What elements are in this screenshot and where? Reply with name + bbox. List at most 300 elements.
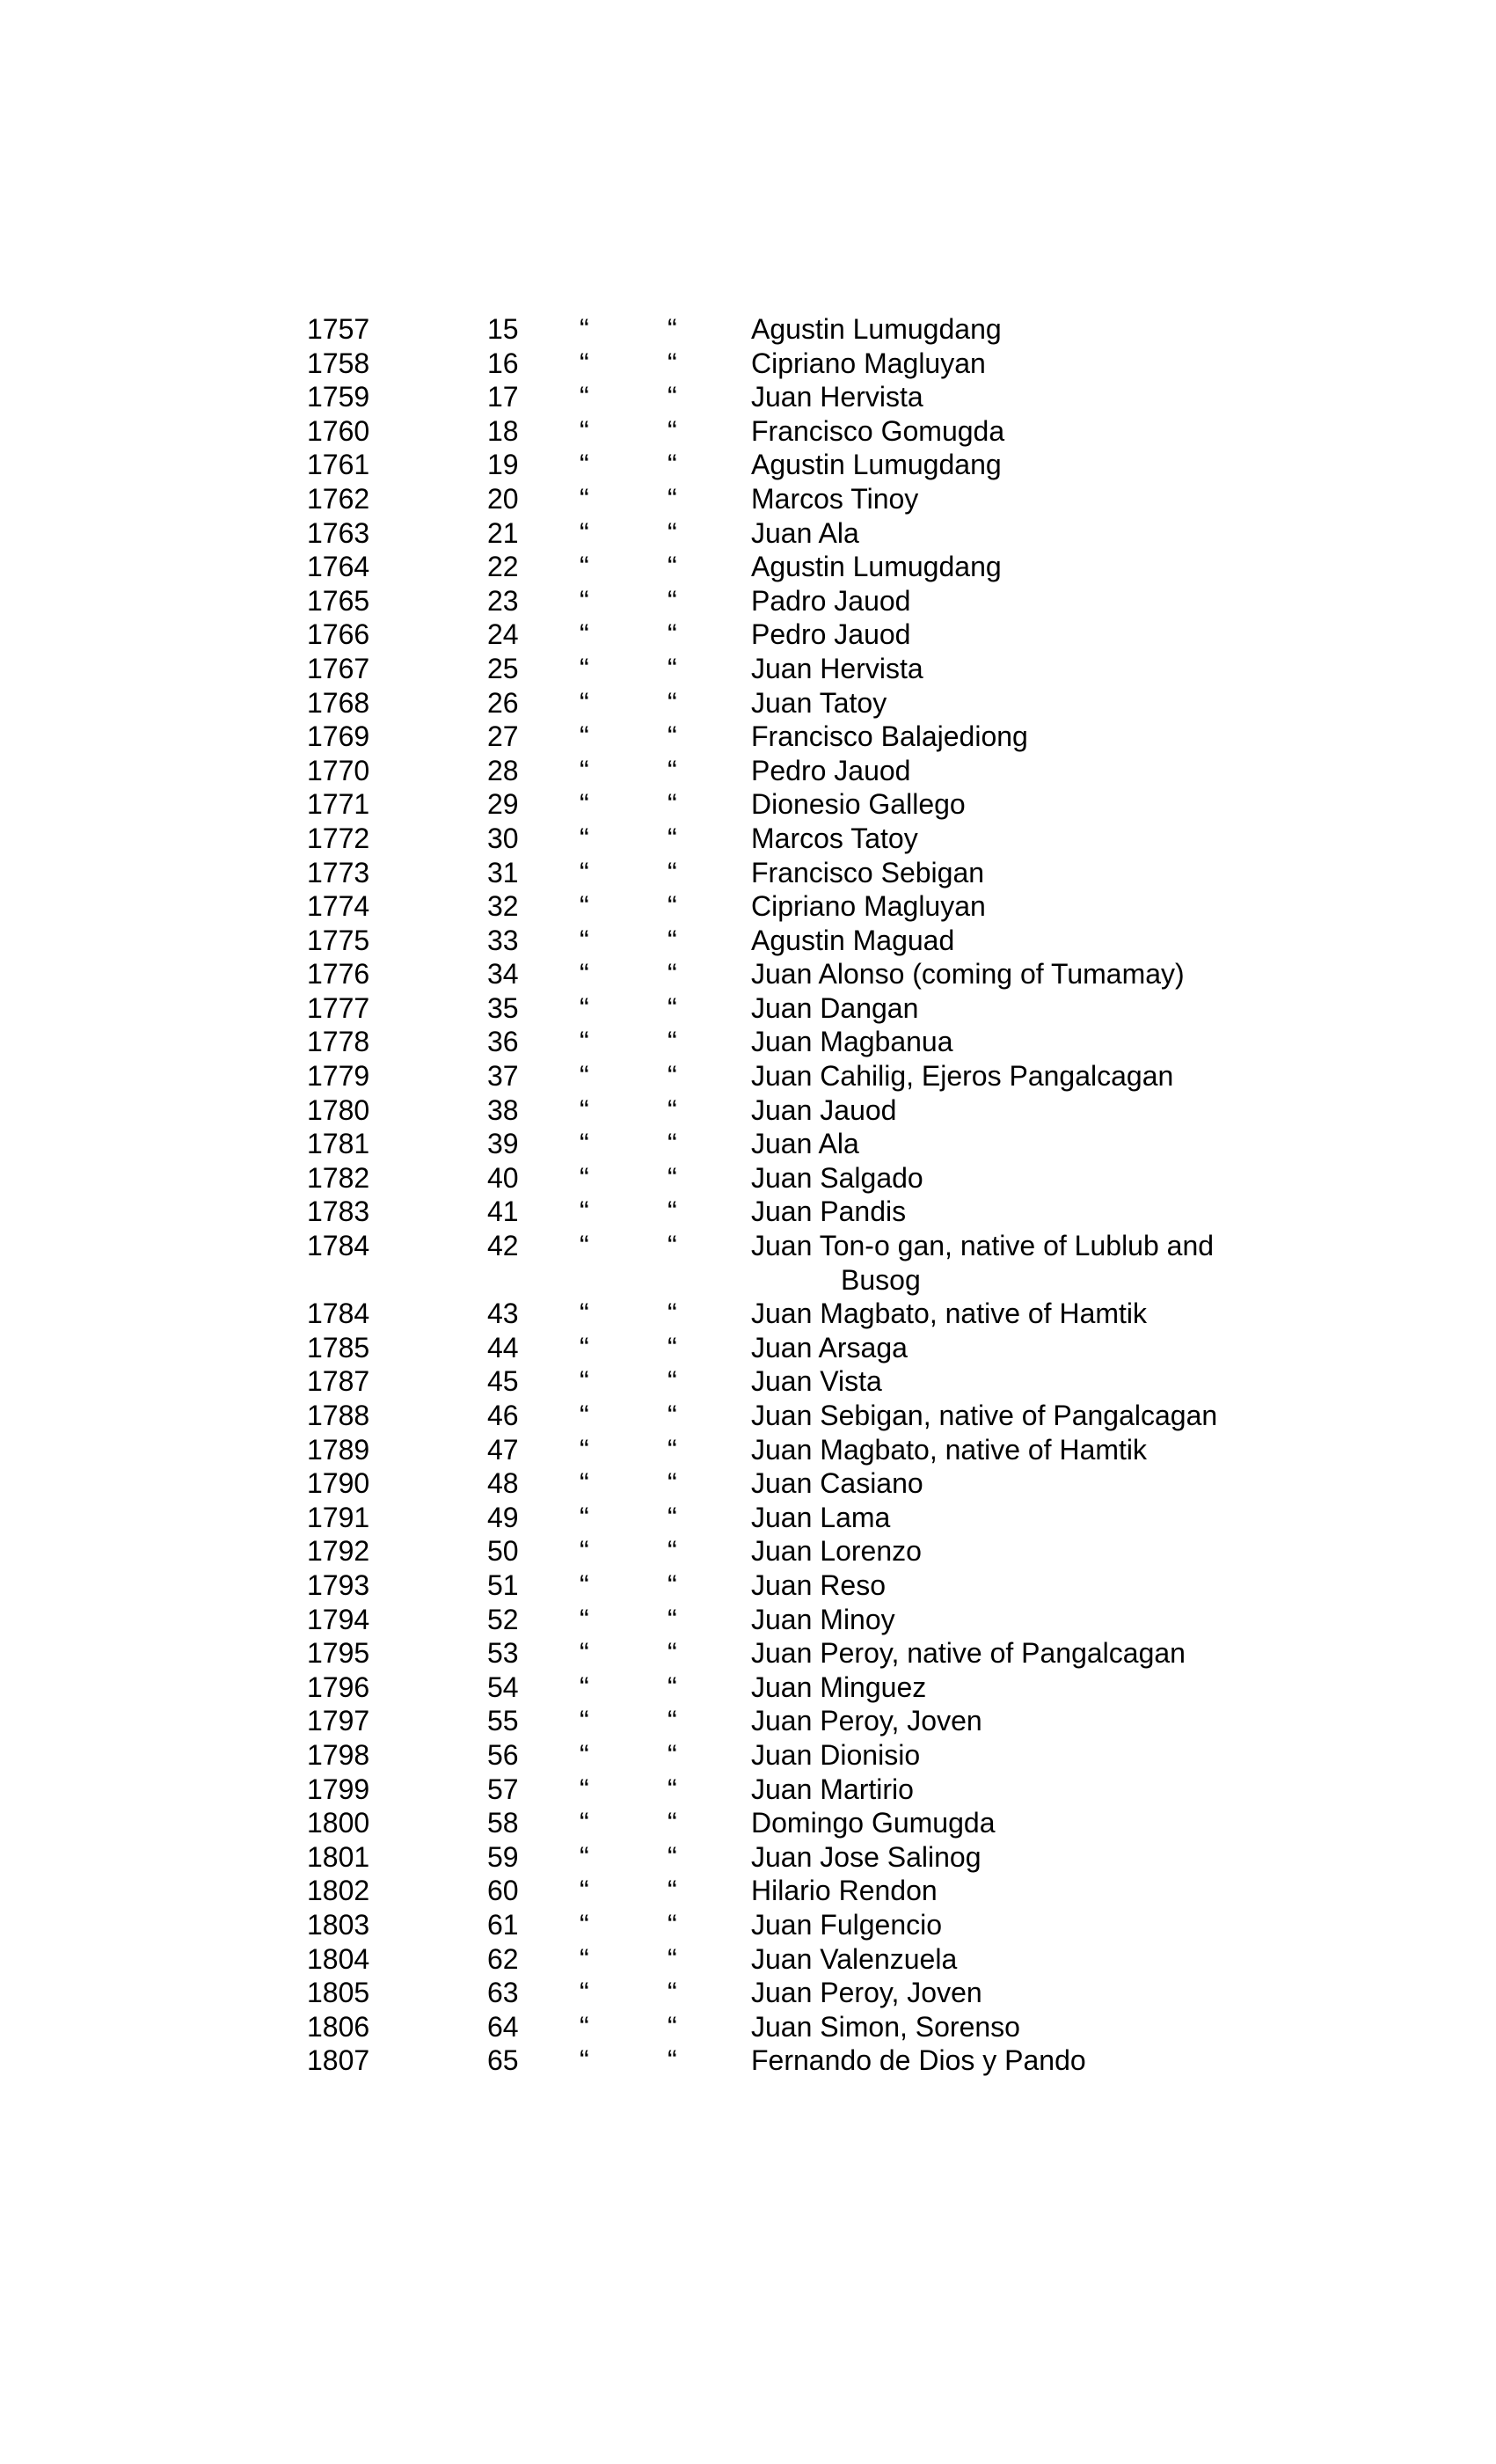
name-text: Marcos Tinoy [751,482,919,515]
year-cell: 1769 [307,720,370,753]
name-text: Juan Ton-o gan, native of Lublub and [751,1230,1215,1262]
name-text: Juan Hervista [751,652,923,684]
name-cell [751,1229,1296,1297]
name-cell [751,1195,1296,1229]
name-cell [751,1433,1296,1467]
table-row [307,1636,1362,1671]
ditto-mark: “ [668,584,677,617]
ditto-mark: “ [668,991,677,1024]
number-cell: 16 [487,347,519,379]
number-cell: 61 [487,1908,519,1941]
ditto-mark: “ [668,924,677,956]
year-cell: 1796 [307,1671,370,1703]
number-cell: 21 [487,516,519,549]
table-row [307,380,1362,414]
name-text: Juan Magbanua [751,1026,953,1058]
name-cell [751,957,1296,991]
ditto-mark: “ [668,720,677,753]
ditto-mark: “ [580,1433,589,1466]
year-cell: 1777 [307,991,370,1024]
table-row [307,1161,1362,1195]
number-cell: 26 [487,686,519,719]
name-text: Juan Casiano [751,1467,923,1500]
ditto-mark: “ [668,1568,677,1601]
year-cell: 1778 [307,1026,370,1058]
table-row [307,889,1362,924]
ditto-mark: “ [668,1840,677,1873]
table-row [307,754,1362,788]
year-cell: 1774 [307,890,370,923]
year-cell: 1787 [307,1365,370,1398]
name-text: Juan Peroy, Joven [751,1977,982,2009]
ditto-mark: “ [580,1093,589,1126]
number-cell: 42 [487,1230,519,1262]
ditto-mark: “ [668,482,677,515]
year-cell: 1802 [307,1875,370,1907]
year-cell: 1772 [307,822,370,854]
year-cell: 1793 [307,1568,370,1601]
table-row [307,2044,1362,2078]
ditto-mark: “ [668,1060,677,1093]
ditto-mark: “ [580,1331,589,1364]
roster-table [307,312,1362,2078]
table-row [307,1399,1362,1433]
name-cell [751,787,1296,822]
name-text: Juan Dionisio [751,1738,921,1771]
ditto-mark: “ [580,584,589,617]
number-cell: 50 [487,1535,519,1568]
ditto-mark: “ [668,551,677,583]
name-cell [751,1534,1296,1568]
name-text: Juan Tatoy [751,686,887,719]
name-cell [751,1806,1296,1840]
number-cell: 15 [487,313,519,345]
name-cell [751,754,1296,788]
number-cell: 29 [487,788,519,821]
year-cell: 1807 [307,2044,370,2077]
year-cell: 1782 [307,1161,370,1194]
year-cell: 1784 [307,1298,370,1330]
name-text: Juan Ala [751,1128,859,1160]
name-cell [751,312,1296,347]
year-cell: 1763 [307,516,370,549]
name-cell [751,1704,1296,1738]
ditto-mark: “ [580,1060,589,1093]
name-text: Cipriano Magluyan [751,890,986,923]
number-cell: 46 [487,1400,519,1431]
ditto-mark: “ [580,1365,589,1398]
name-cell [751,448,1296,482]
ditto-mark: “ [580,1773,589,1805]
table-row [307,347,1362,381]
ditto-mark: “ [668,1230,677,1262]
number-cell: 33 [487,924,519,956]
year-cell: 1758 [307,347,370,379]
number-cell: 20 [487,482,519,515]
name-text: Juan Sebigan, native of Pangalcagan [751,1400,1218,1431]
ditto-mark: “ [668,1637,677,1670]
year-cell: 1788 [307,1400,370,1431]
name-text: Juan Pandis [751,1195,907,1228]
ditto-mark: “ [580,347,589,379]
name-cell [751,1568,1296,1603]
ditto-mark: “ [668,1942,677,1975]
ditto-mark: “ [580,1467,589,1500]
number-cell: 52 [487,1603,519,1635]
year-cell: 1773 [307,856,370,888]
number-cell: 63 [487,1977,519,2009]
ditto-mark: “ [580,1161,589,1194]
name-text: Domingo Gumugda [751,1807,996,1839]
name-text: Juan Arsaga [751,1331,908,1364]
year-cell: 1791 [307,1501,370,1533]
table-row [307,584,1362,618]
ditto-mark: “ [668,2010,677,2043]
name-text: Juan Ala [751,516,859,549]
ditto-mark: “ [668,313,677,345]
name-text: Juan Salgado [751,1161,923,1194]
ditto-mark: “ [580,482,589,515]
number-cell: 39 [487,1128,519,1160]
name-cell [751,1738,1296,1773]
year-cell: 1798 [307,1738,370,1771]
year-cell: 1797 [307,1705,370,1737]
year-cell: 1783 [307,1195,370,1228]
ditto-mark: “ [580,381,589,413]
year-cell: 1804 [307,1942,370,1975]
number-cell: 59 [487,1840,519,1873]
ditto-mark: “ [580,449,589,481]
table-row [307,516,1362,551]
table-row [307,312,1362,347]
number-cell: 62 [487,1942,519,1975]
ditto-mark: “ [580,1568,589,1601]
name-cell [751,1773,1296,1807]
year-cell: 1775 [307,924,370,956]
number-cell: 45 [487,1365,519,1398]
ditto-mark: “ [668,1195,677,1228]
table-row [307,2010,1362,2044]
number-cell: 55 [487,1705,519,1737]
name-cell [751,550,1296,584]
year-cell: 1761 [307,449,370,481]
name-cell [751,1603,1296,1637]
table-row [307,1704,1362,1738]
number-cell: 53 [487,1637,519,1670]
name-text: Dionesio Gallego [751,788,966,821]
year-cell: 1768 [307,686,370,719]
name-text: Pedro Jauod [751,618,911,651]
name-text: Francisco Balajediong [751,720,1028,753]
ditto-mark: “ [580,618,589,651]
name-cell [751,1942,1296,1977]
year-cell: 1795 [307,1637,370,1670]
year-cell: 1799 [307,1773,370,1805]
number-cell: 48 [487,1467,519,1500]
table-row [307,1297,1362,1331]
ditto-mark: “ [668,856,677,888]
ditto-mark: “ [668,1535,677,1568]
table-row [307,1840,1362,1875]
table-row [307,618,1362,652]
number-cell: 17 [487,381,519,413]
name-text: Juan Minoy [751,1603,895,1635]
ditto-mark: “ [668,414,677,447]
ditto-mark: “ [580,1942,589,1975]
name-cell [751,380,1296,414]
name-text: Juan Alonso (coming of Tumamay) [751,958,1185,991]
table-row [307,1942,1362,1977]
ditto-mark: “ [668,1977,677,2009]
name-cell [751,1671,1296,1705]
year-cell: 1781 [307,1128,370,1160]
ditto-mark: “ [580,1195,589,1228]
table-row [307,1501,1362,1535]
ditto-mark: “ [668,1908,677,1941]
year-cell: 1771 [307,788,370,821]
ditto-mark: “ [668,686,677,719]
name-text: Juan Magbato, native of Hamtik [751,1433,1148,1466]
ditto-mark: “ [580,1807,589,1839]
name-text: Juan Magbato, native of Hamtik [751,1298,1148,1330]
table-row [307,414,1362,449]
table-row [307,1568,1362,1603]
year-cell: 1803 [307,1908,370,1941]
ditto-mark: “ [668,1298,677,1330]
number-cell: 57 [487,1773,519,1805]
name-cell [751,720,1296,754]
number-cell: 54 [487,1671,519,1703]
number-cell: 56 [487,1738,519,1771]
ditto-mark: “ [580,856,589,888]
ditto-mark: “ [580,991,589,1024]
ditto-mark: “ [668,1501,677,1533]
table-row [307,686,1362,720]
name-cell [751,686,1296,720]
ditto-mark: “ [580,2010,589,2043]
ditto-mark: “ [580,822,589,854]
name-text: Juan Valenzuela [751,1942,958,1975]
year-cell: 1776 [307,958,370,991]
table-row [307,1534,1362,1568]
name-text: Juan Simon, Sorenso [751,2010,1020,2043]
ditto-mark: “ [580,958,589,991]
ditto-mark: “ [580,1637,589,1670]
ditto-mark: “ [580,720,589,753]
table-row [307,1364,1362,1399]
table-row [307,1025,1362,1059]
ditto-mark: “ [580,1603,589,1635]
name-text: Juan Martirio [751,1773,914,1805]
ditto-mark: “ [580,516,589,549]
ditto-mark: “ [580,686,589,719]
year-cell: 1760 [307,414,370,447]
name-text: Juan Dangan [751,991,919,1024]
ditto-mark: “ [580,652,589,684]
year-cell: 1790 [307,1467,370,1500]
ditto-mark: “ [580,414,589,447]
name-cell [751,2010,1296,2044]
name-cell [751,889,1296,924]
ditto-mark: “ [668,1738,677,1771]
name-text: Juan Lama [751,1501,891,1533]
name-text: Cipriano Magluyan [751,347,986,379]
table-row [307,550,1362,584]
number-cell: 35 [487,991,519,1024]
ditto-mark: “ [668,381,677,413]
name-cell [751,652,1296,686]
name-text: Francisco Sebigan [751,856,985,888]
table-row [307,1738,1362,1773]
name-text: Fernando de Dios y Pando [751,2044,1086,2077]
number-cell: 37 [487,1060,519,1093]
table-row [307,924,1362,958]
name-text: Juan Vista [751,1365,882,1398]
name-text: Juan Jose Salinog [751,1840,982,1873]
ditto-mark: “ [580,1501,589,1533]
name-cell [751,516,1296,551]
table-row [307,1229,1362,1297]
year-cell: 1806 [307,2010,370,2043]
number-cell: 51 [487,1568,519,1601]
ditto-mark: “ [580,890,589,923]
table-row [307,1127,1362,1161]
number-cell: 38 [487,1093,519,1126]
table-row [307,787,1362,822]
name-text: Hilario Rendon [751,1875,938,1907]
name-cell [751,1840,1296,1875]
table-row [307,856,1362,890]
ditto-mark: “ [668,1467,677,1500]
table-row [307,1806,1362,1840]
name-cell [751,2044,1296,2078]
number-cell: 60 [487,1875,519,1907]
year-cell: 1789 [307,1433,370,1466]
number-cell: 43 [487,1298,519,1330]
ditto-mark: “ [668,347,677,379]
table-row [307,822,1362,856]
ditto-mark: “ [668,1705,677,1737]
ditto-mark: “ [580,1026,589,1058]
year-cell: 1792 [307,1535,370,1568]
ditto-mark: “ [580,788,589,821]
number-cell: 31 [487,856,519,888]
number-cell: 47 [487,1433,519,1466]
name-cell [751,1501,1296,1535]
year-cell: 1800 [307,1807,370,1839]
year-cell: 1801 [307,1840,370,1873]
number-cell: 28 [487,754,519,786]
name-continuation: Busog [841,1263,921,1296]
name-cell [751,856,1296,890]
ditto-mark: “ [580,1875,589,1907]
table-row [307,448,1362,482]
ditto-mark: “ [668,1093,677,1126]
name-cell [751,1297,1296,1331]
name-cell [751,1636,1296,1671]
number-cell: 36 [487,1026,519,1058]
number-cell: 30 [487,822,519,854]
ditto-mark: “ [668,1026,677,1058]
name-text: Agustin Maguad [751,924,955,956]
ditto-mark: “ [668,1773,677,1805]
ditto-mark: “ [668,1128,677,1160]
ditto-mark: “ [668,1807,677,1839]
ditto-mark: “ [580,1298,589,1330]
ditto-mark: “ [668,1875,677,1907]
number-cell: 24 [487,618,519,651]
number-cell: 64 [487,2010,519,2043]
ditto-mark: “ [580,924,589,956]
name-text: Agustin Lumugdang [751,449,1002,481]
ditto-mark: “ [668,1603,677,1635]
name-text: Juan Lorenzo [751,1535,922,1568]
ditto-mark: “ [580,551,589,583]
ditto-mark: “ [668,652,677,684]
ditto-mark: “ [668,2044,677,2077]
year-cell: 1779 [307,1060,370,1093]
name-text: Pedro Jauod [751,754,911,786]
table-row [307,957,1362,991]
number-cell: 34 [487,958,519,991]
table-row [307,1195,1362,1229]
name-cell [751,618,1296,652]
table-row [307,1433,1362,1467]
year-cell: 1762 [307,482,370,515]
name-text: Juan Peroy, Joven [751,1705,982,1737]
name-text: Juan Reso [751,1568,886,1601]
year-cell: 1785 [307,1331,370,1364]
year-cell: 1784 [307,1230,370,1262]
name-cell [751,1364,1296,1399]
ditto-mark: “ [580,1977,589,2009]
name-cell [751,482,1296,516]
name-text: Marcos Tatoy [751,822,918,854]
ditto-mark: “ [668,1671,677,1703]
name-cell [751,1908,1296,1942]
ditto-mark: “ [580,1400,589,1431]
name-text: Agustin Lumugdang [751,551,1002,583]
name-text: Juan Hervista [751,381,923,413]
ditto-mark: “ [580,1230,589,1262]
ditto-mark: “ [580,313,589,345]
number-cell: 23 [487,584,519,617]
year-cell: 1759 [307,381,370,413]
table-row [307,1908,1362,1942]
ditto-mark: “ [580,1705,589,1737]
ditto-mark: “ [668,1433,677,1466]
ditto-mark: “ [668,516,677,549]
name-cell [751,1466,1296,1501]
number-cell: 27 [487,720,519,753]
name-text: Juan Peroy, native of Pangalcagan [751,1637,1186,1670]
number-cell: 40 [487,1161,519,1194]
name-cell [751,1059,1296,1093]
ditto-mark: “ [668,890,677,923]
ditto-mark: “ [580,1738,589,1771]
name-cell [751,1161,1296,1195]
year-cell: 1780 [307,1093,370,1126]
name-text: Juan Cahilig, Ejeros Pangalcagan [751,1060,1174,1093]
ditto-mark: “ [668,958,677,991]
name-cell [751,1331,1296,1365]
table-row [307,1874,1362,1908]
year-cell: 1767 [307,652,370,684]
table-row [307,1093,1362,1128]
table-row [307,1671,1362,1705]
ditto-mark: “ [668,754,677,786]
number-cell: 19 [487,449,519,481]
